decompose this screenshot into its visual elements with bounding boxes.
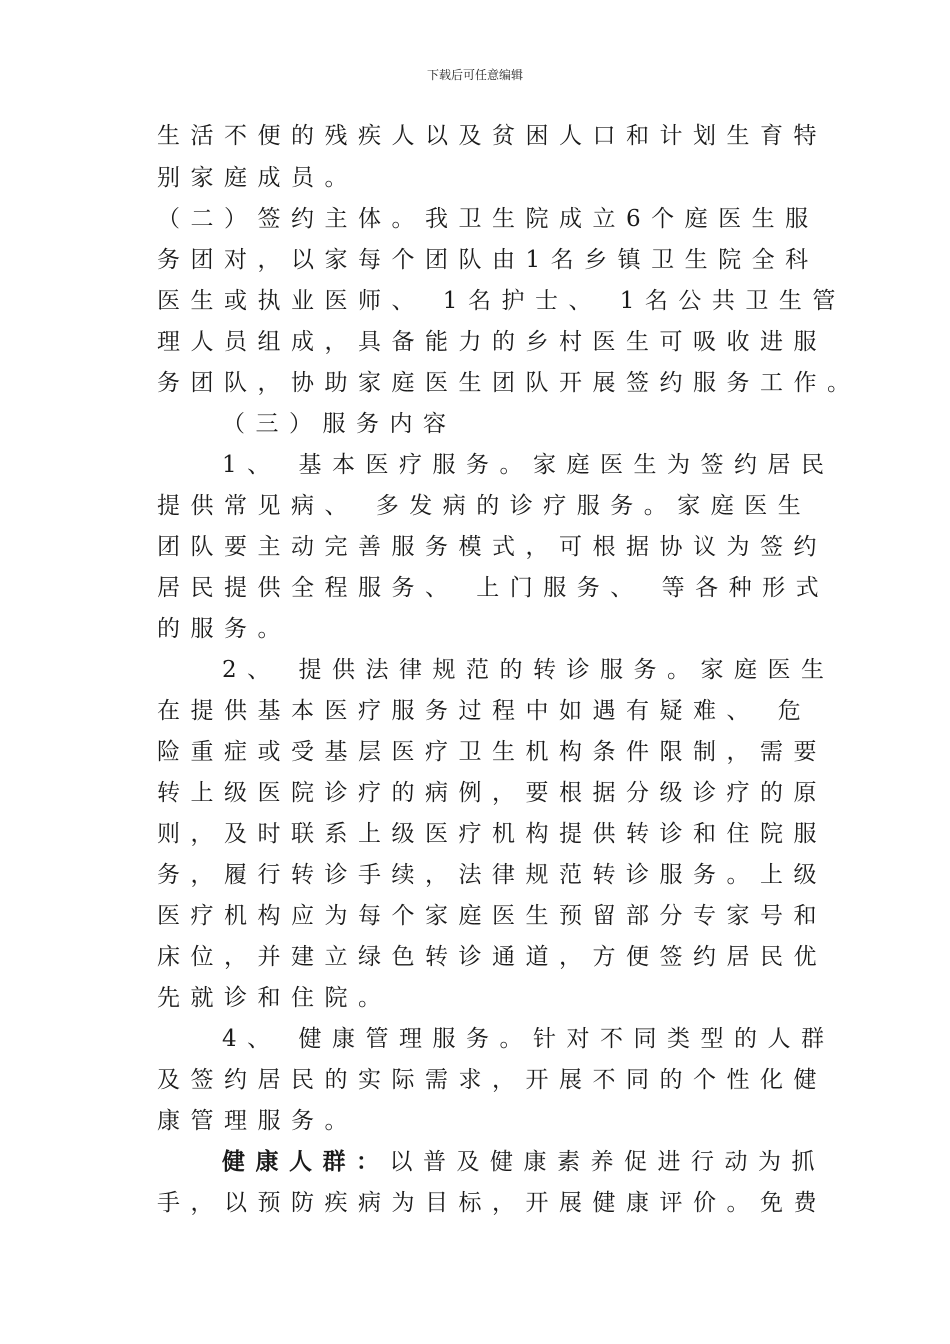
healthy-group-line — [222, 1147, 902, 1177]
paragraph-line: 医生或执业医师、 1名护士、 1名公共卫生管 — [157, 288, 846, 314]
paragraph-line: 2、 提供法律规范的转诊服务。家庭医生 — [222, 657, 835, 683]
paragraph-line: 提供常见病、 多发病的诊疗服务。家庭医生 — [157, 493, 812, 519]
paragraph-line: 手，以预防疾病为目标，开展健康评价。免费 — [157, 1190, 827, 1216]
paragraph-line: 务团队，协助家庭医生团队开展签约服务工作。 — [157, 370, 861, 396]
paragraph-line: 转上级医院诊疗的病例，要根据分级诊疗的原 — [157, 780, 827, 806]
paragraph-line: 先就诊和住院。 — [157, 985, 392, 1011]
paragraph-line: 务，履行转诊手续，法律规范转诊服务。上级 — [157, 862, 827, 888]
healthy-group-label: 健康人群： — [222, 1149, 390, 1175]
paragraph-line: 及签约居民的实际需求，开展不同的个性化健 — [157, 1067, 827, 1093]
paragraph-line: 医疗机构应为每个家庭医生预留部分专家号和 — [157, 903, 827, 929]
paragraph-line: 别家庭成员。 — [157, 165, 358, 191]
paragraph-line: 床位，并建立绿色转诊通道，方便签约居民优 — [157, 944, 827, 970]
paragraph-line: 理人员组成，具备能力的乡村医生可吸收进服 — [157, 329, 827, 355]
paragraph-line: 居民提供全程服务、 上门服务、 等各种形式 — [157, 575, 830, 601]
section-heading: （三）服务内容 — [222, 411, 457, 437]
page-header: 下载后可任意编辑 — [426, 68, 523, 82]
paragraph-line: 的服务。 — [157, 616, 291, 642]
paragraph-line: 生活不便的残疾人以及贫困人口和计划生育特 — [157, 123, 827, 149]
paragraph-line: （二）签约主体。我卫生院成立6个庭医生服 — [157, 206, 819, 232]
paragraph-line: 康管理服务。 — [157, 1108, 358, 1134]
paragraph-line: 则，及时联系上级医疗机构提供转诊和住院服 — [157, 821, 827, 847]
paragraph-line: 4、 健康管理服务。针对不同类型的人群 — [222, 1026, 835, 1052]
paragraph-line: 1、 基本医疗服务。家庭医生为签约居民 — [222, 452, 835, 478]
paragraph-line: 团队要主动完善服务模式，可根据协议为签约 — [157, 534, 827, 560]
healthy-group-text: 以普及健康素养促进行动为抓 — [389, 1149, 825, 1175]
paragraph-line: 务团对，以家每个团队由1名乡镇卫生院全科 — [157, 247, 819, 273]
paragraph-line: 险重症或受基层医疗卫生机构条件限制，需要 — [157, 739, 827, 765]
paragraph-line: 在提供基本医疗服务过程中如遇有疑难、 危 — [157, 698, 812, 724]
